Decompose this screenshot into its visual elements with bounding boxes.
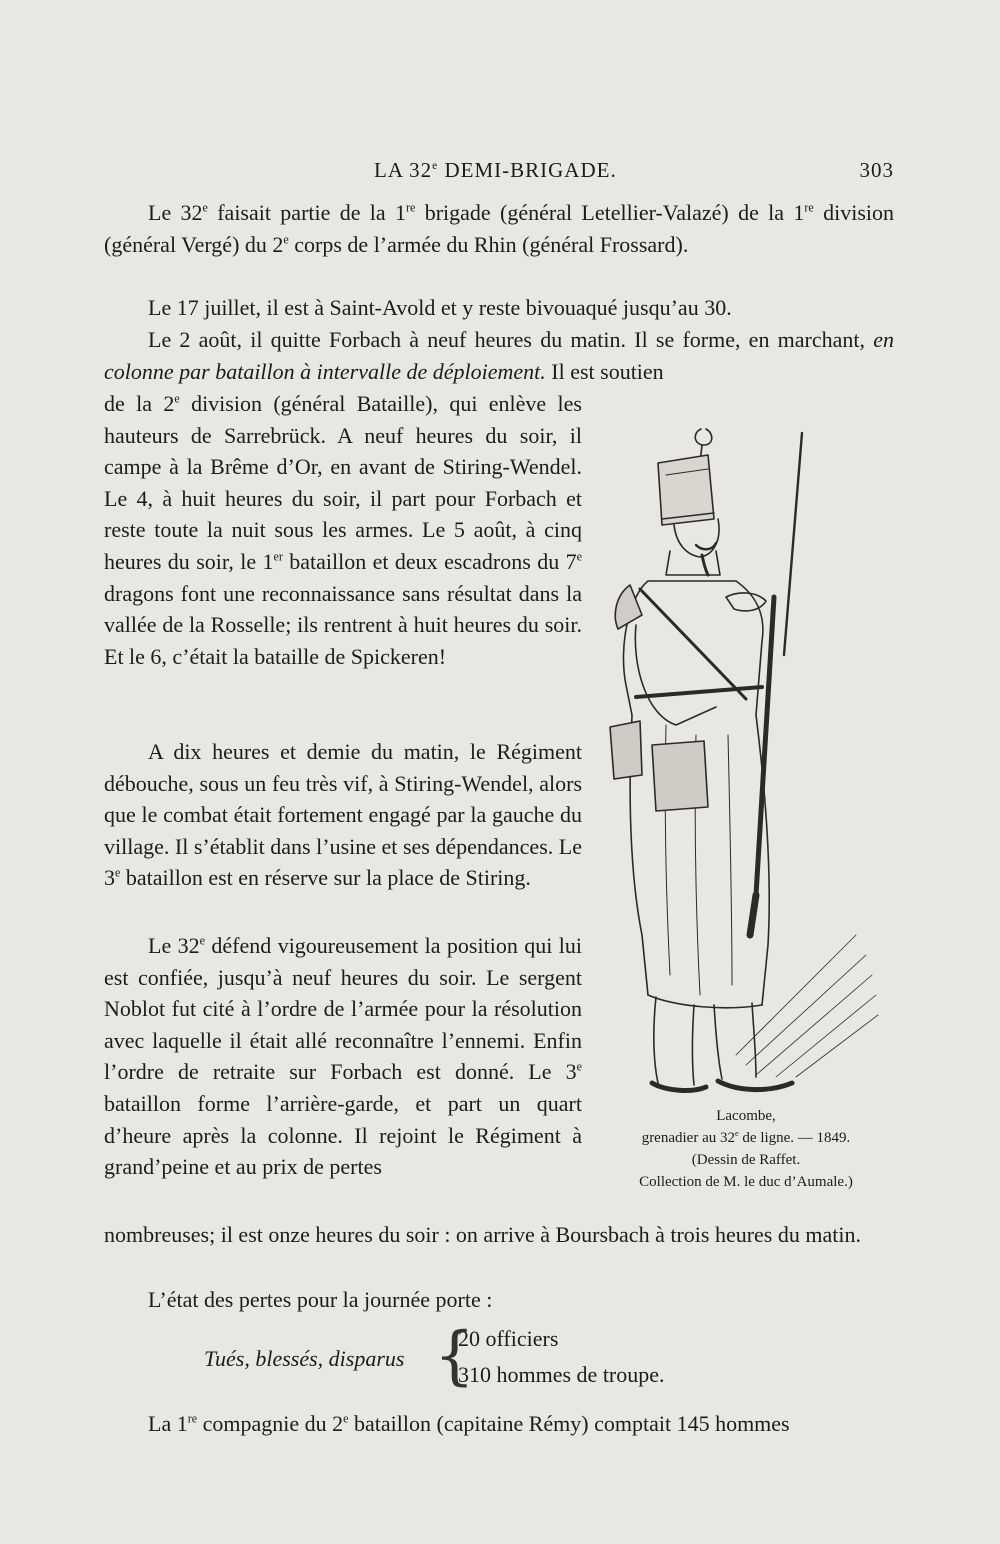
paragraph-6: L’état des pertes pour la journée porte : [148,1287,493,1312]
caption-collection: Collection de M. le duc d’Aumale.) [639,1174,853,1190]
losses-troops: 310 hommes de troupe. [458,1362,665,1387]
running-title: LA 32e DEMI-BRIGADE. [374,158,617,182]
page-number: 303 [859,158,894,182]
caption-credit: (Dessin de Raffet. [691,1152,801,1168]
paragraph-5-continued: nombreuses; il est onze heures du soir : on arrive à Boursbach à trois heures du matin. [104,1222,861,1247]
paragraph-1: Le 32e faisait partie de la 1re brigade (général Letellier-Valazé) de la 1re division (général Vergé) du 2e corps de l’armée du Rhin (général Frossard). [104,200,894,257]
paragraph-7: La 1re compagnie du 2e bataillon (capitaine Rémy) comptait 145 hommes [148,1411,790,1436]
paragraph-4: A dix heures et demie du matin, le Régiment débouche, sous un feu très vif, à Stiring-Wendel, alors que le combat était fortement engagé par la gauche du village. Il s’établit dans l’usine et ses dépendances. Le 3e bataillon est en réserve sur la place de Stiring. [104,739,582,891]
grenadier-illustration [596,415,896,1215]
losses-brace: { [434,1319,475,1393]
paragraph-2: Le 17 juillet, il est à Saint-Avold et y reste bivouaqué jusqu’au 30. [148,295,732,320]
caption-rank: grenadier au 32e de ligne. — 1849. [641,1129,851,1146]
losses-label: Tués, blessés, disparus [204,1346,405,1371]
caption-name: Lacombe, [716,1108,776,1124]
losses-officers: 20 officiers [458,1326,559,1351]
paragraph-5: Le 32e défend vigoureusement la position qui lui est confiée, jusqu’à neuf heures du soir. Le sergent Noblot fut cité à l’ordre de l’armée pour la résolution avec laquelle il était allé reconnaître l’ennemi. Enfin l’ordre de retraite sur Forbach est donné. Le 3e bataillon forme l’arrière-garde, et part un quart d’heure après la colonne. Il rejoint le Régiment à grand’peine et au prix de pertes [104,933,582,1180]
grenadier-drawing [596,415,896,1095]
paragraph-3: Le 2 août, il quitte Forbach à neuf heures du matin. Il se forme, en marchant, en colonne par bataillon à intervalle de déploiement. Il est soutien [104,327,894,384]
running-head [104,158,894,188]
losses-table [104,1319,894,1393]
paragraph-3-continued: de la 2e division (général Bataille), qui enlève les hauteurs de Sarrebrück. A neuf heures du soir, il campe à la Brême d’Or, en avant de Stiring-Wendel. Le 4, à huit heures du soir, il part pour Forbach et reste toute la nuit sous les armes. Le 5 août, à cinq heures du soir, le 1er bataillon et deux escadrons du 7e dragons font une reconnaissance sans résultat dans la vallée de la Rosselle; ils rentrent à huit heures du soir. Et le 6, c’était la bataille de Spickeren! [104,391,582,669]
figure-caption [596,1105,896,1193]
